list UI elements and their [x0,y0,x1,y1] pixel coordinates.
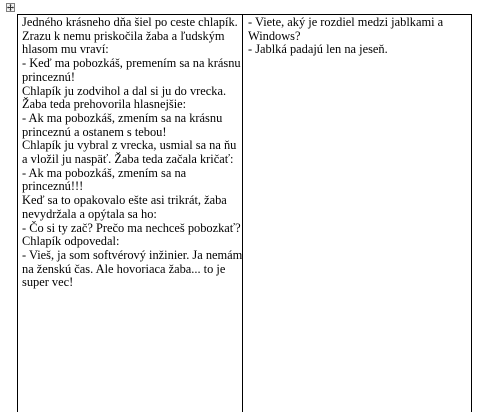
text-line: - Ak ma pobozkáš, zmením sa na krásnu [22,110,223,125]
text-line: Windows? [248,28,301,43]
text-line: princeznú! [22,69,75,84]
text-line: - Keď ma pobozkáš, premením sa na krásnu [22,56,241,71]
text-line: Zrazu k nemu priskočila žaba a ľudským [22,28,225,43]
text-line: - Vieš, ja som softvérový inžinier. Ja nemám [22,247,243,262]
jokes-table [17,14,472,412]
text-line: Jedného krásneho dňa šiel po ceste chlapík. [22,15,238,29]
text-line: Chlapík odpovedal: [22,234,120,249]
text-line: - Ak ma pobozkáš, zmením sa na [22,165,187,180]
text-line: - Jablká padajú len na jeseň. [248,42,388,57]
table-move-handle[interactable] [6,3,15,12]
text-line: Žaba teda prehovorila hlasnejšie: [22,97,187,112]
text-line: hlasom mu vraví: [22,42,109,57]
text-line: na ženskú čas. Ale hovoriaca žaba... to je [22,261,226,276]
text-line: a vložil ju naspäť. Žaba teda začala kričať: [22,152,234,167]
text-line: princeznú!!! [22,179,84,194]
text-line: Chlapík ju zodvihol a dal si ju do vrecka. [22,83,227,98]
text-line: princeznú a ostanem s tebou! [22,124,167,139]
table-cell-left[interactable] [18,15,243,412]
text-line: Keď sa to opakovalo ešte asi trikrát, žaba [22,193,227,208]
text-line: super vec! [22,275,74,290]
text-line: - Čo si ty zač? Prečo ma nechceš pobozkať? [22,220,241,235]
text-line: - Viete, aký je rozdiel medzi jablkami a [248,15,444,29]
text-line: nevydržala a opýtala sa ho: [22,206,157,221]
text-line: Chlapík ju vybral z vrecka, usmial sa na ňu [22,138,237,153]
table-cell-right[interactable] [243,15,471,412]
move-arrows-icon [7,4,14,11]
